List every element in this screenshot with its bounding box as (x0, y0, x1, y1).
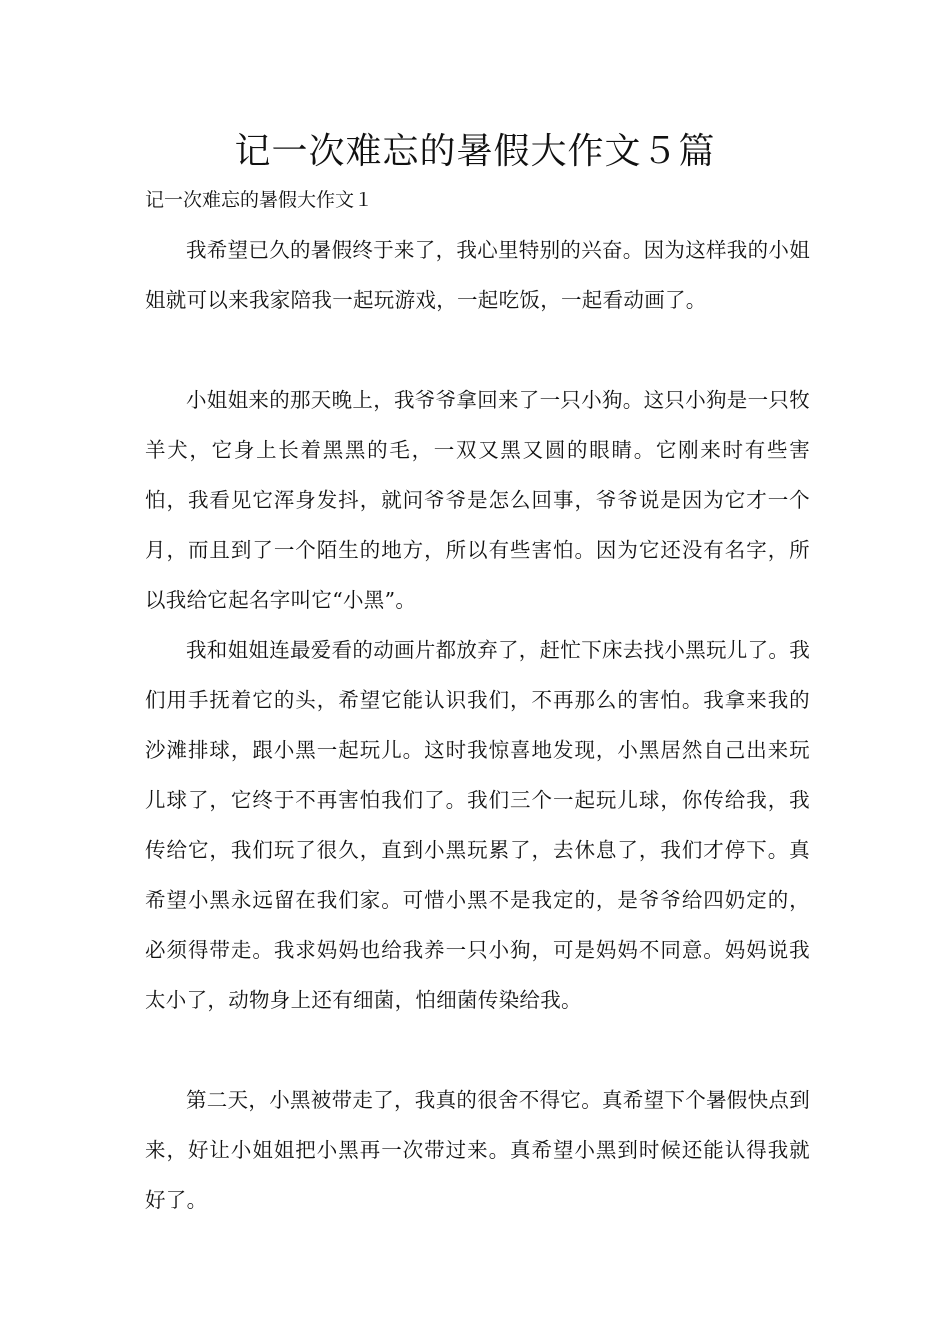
essay-subtitle: 记一次难忘的暑假大作文１ (145, 189, 374, 211)
paragraph-4: 第二天，小黑被带走了，我真的很舍不得它。真希望下个暑假快点到来，好让小姐姐把小黑再一次带过来。真希望小黑到时候还能认得我就好了。 (145, 1088, 810, 1212)
paragraph-1: 我希望已久的暑假终于来了，我心里特别的兴奋。因为这样我的小姐姐就可以来我家陪我一起玩游戏，一起吃饭，一起看动画了。 (145, 238, 810, 312)
paragraph-3: 我和姐姐连最爱看的动画片都放弃了，赶忙下床去找小黑玩儿了。我们用手抚着它的头，希望它能认识我们，不再那么的害怕。我拿来我的沙滩排球，跟小黑一起玩儿。这时我惊喜地发现，小黑居然自己出来玩儿球了，它终于不再害怕我们了。我们三个一起玩儿球，你传给我，我传给它，我们玩了很久，直到小黑玩累了，去休息了，我们才停下。真希望小黑永远留在我们家。可惜小黑不是我定的，是爷爷给四奶定的，必须得带走。我求妈妈也给我养一只小狗，可是妈妈不同意。妈妈说我太小了，动物身上还有细菌，怕细菌传染给我。 (145, 638, 810, 1012)
paragraph-2: 小姐姐来的那天晚上，我爷爷拿回来了一只小狗。这只小狗是一只牧羊犬，它身上长着黑黑的毛，一双又黑又圆的眼睛。它刚来时有些害怕，我看见它浑身发抖，就问爷爷是怎么回事，爷爷说是因为它才一个月，而且到了一个陌生的地方，所以有些害怕。因为它还没有名字，所以我给它起名字叫它“小黑”。 (145, 388, 810, 612)
document-title: 记一次难忘的暑假大作文５篇 (234, 131, 716, 172)
